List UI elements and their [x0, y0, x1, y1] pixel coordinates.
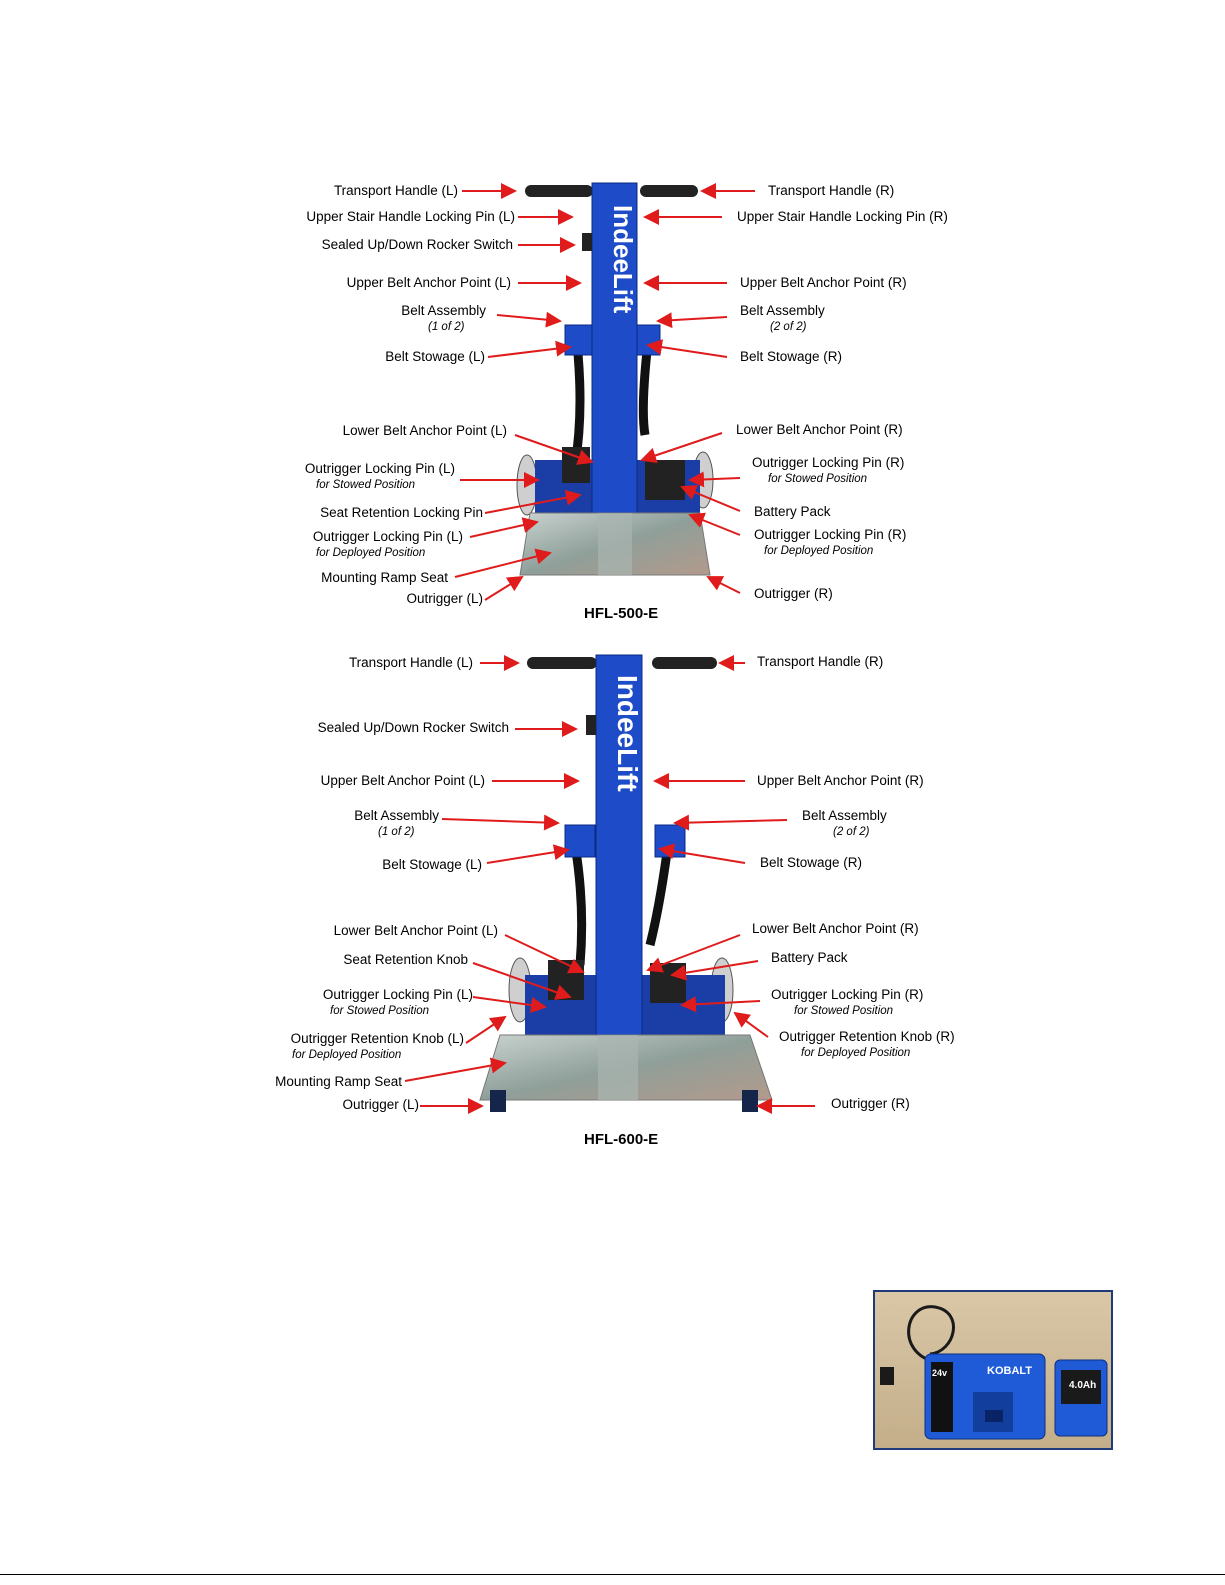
label-outrigger-pin-stowed-r-sub: for Stowed Position: [768, 473, 868, 485]
label-outrigger-pin-deployed-r: Outrigger Locking Pin (R): [754, 527, 907, 542]
plug-icon: [880, 1367, 894, 1385]
label-outrigger-pin-stowed-r-600-sub: for Stowed Position: [794, 1005, 894, 1017]
label-rocker-switch: Sealed Up/Down Rocker Switch: [321, 237, 513, 252]
charger-voltage: 24v: [932, 1368, 948, 1378]
hfl-500-e-illustration: [0, 175, 1225, 635]
hfl-600-e-diagram: [0, 645, 1225, 1150]
label-belt-assembly-l-sub: (1 of 2): [428, 321, 465, 333]
label-outrigger-r: Outrigger (R): [754, 586, 833, 601]
label-mounting-ramp-seat-l: Mounting Ramp Seat: [321, 570, 448, 585]
label-upper-belt-anchor-l: Upper Belt Anchor Point (L): [346, 275, 511, 290]
label-outrigger-pin-stowed-l-sub: for Stowed Position: [316, 479, 416, 491]
label-outrigger-pin-stowed-l: Outrigger Locking Pin (L): [304, 461, 455, 476]
label-upper-stair-pin-l: Upper Stair Handle Locking Pin (L): [306, 209, 515, 224]
label-lower-belt-anchor-l: Lower Belt Anchor Point (L): [342, 423, 507, 438]
label-seat-retention-pin: Seat Retention Locking Pin: [320, 505, 483, 520]
transport-handle-right-600: [652, 657, 717, 669]
label-battery-pack-r: Battery Pack: [754, 504, 831, 519]
label-belt-stowage-l-600: Belt Stowage (L): [382, 857, 482, 872]
label-transport-handle-l: Transport Handle (L): [333, 183, 458, 198]
label-belt-assembly-r-600: Belt Assembly: [802, 808, 887, 823]
label-outrigger-pin-deployed-r-sub: for Deployed Position: [764, 545, 874, 557]
transport-handle-left-600: [527, 657, 597, 669]
label-outrigger-l: Outrigger (L): [406, 591, 483, 606]
brand-text-2: IndeeLift: [612, 675, 643, 792]
label-belt-assembly-r: Belt Assembly: [740, 303, 825, 318]
label-outrigger-pin-stowed-r: Outrigger Locking Pin (R): [752, 455, 905, 470]
charger-brand: KOBALT: [987, 1365, 1033, 1377]
label-outrigger-knob-deployed-r-sub: for Deployed Position: [801, 1047, 911, 1059]
label-outrigger-pin-stowed-r-600: Outrigger Locking Pin (R): [771, 987, 924, 1002]
hfl-500-e-diagram: [0, 175, 1225, 635]
label-outrigger-r-600: Outrigger (R): [831, 1096, 910, 1111]
battery-pack-shape-600: [650, 963, 686, 1003]
label-transport-handle-r: Transport Handle (R): [768, 183, 895, 198]
label-belt-assembly-r-sub: (2 of 2): [770, 321, 807, 333]
label-lower-belt-anchor-l-600: Lower Belt Anchor Point (L): [333, 923, 498, 938]
charger-illustration: [875, 1292, 1111, 1448]
label-upper-belt-anchor-r: Upper Belt Anchor Point (R): [740, 275, 907, 290]
label-belt-assembly-l-600: Belt Assembly: [354, 808, 439, 823]
label-belt-assembly-r-600-sub: (2 of 2): [833, 826, 870, 838]
transport-handle-left: [525, 185, 593, 197]
battery-capacity: 4.0Ah: [1069, 1380, 1097, 1391]
charger-battery-photo: [873, 1290, 1113, 1450]
label-outrigger-knob-deployed-r: Outrigger Retention Knob (R): [779, 1029, 955, 1044]
label-mounting-ramp-seat-600: Mounting Ramp Seat: [275, 1074, 402, 1089]
label-rocker-switch-600: Sealed Up/Down Rocker Switch: [317, 720, 509, 735]
diagram-title-hfl-600-e: HFL-600-E: [584, 1131, 659, 1148]
label-outrigger-pin-deployed-l: Outrigger Locking Pin (L): [312, 529, 463, 544]
hfl-600-e-illustration: [0, 645, 1225, 1150]
label-transport-handle-l-600: Transport Handle (L): [348, 655, 473, 670]
label-lower-belt-anchor-r-600: Lower Belt Anchor Point (R): [752, 921, 919, 936]
label-belt-stowage-r-600: Belt Stowage (R): [760, 855, 863, 870]
label-outrigger-knob-deployed-l-sub: for Deployed Position: [292, 1049, 402, 1061]
label-upper-belt-anchor-r-600: Upper Belt Anchor Point (R): [757, 773, 924, 788]
label-seat-retention-knob: Seat Retention Knob: [343, 952, 468, 967]
label-lower-belt-anchor-r: Lower Belt Anchor Point (R): [736, 422, 903, 437]
brand-text-1: IndeeLift: [608, 205, 638, 314]
label-outrigger-pin-deployed-l-sub: for Deployed Position: [316, 547, 426, 559]
label-outrigger-l-600: Outrigger (L): [342, 1097, 419, 1112]
battery-pack-shape: [645, 460, 685, 500]
transport-handle-right: [640, 185, 698, 197]
label-belt-assembly-l-600-sub: (1 of 2): [378, 826, 415, 838]
label-belt-stowage-r: Belt Stowage (R): [740, 349, 843, 364]
diagram-title-hfl-500-e: HFL-500-E: [584, 605, 659, 622]
label-outrigger-pin-stowed-l-600: Outrigger Locking Pin (L): [322, 987, 473, 1002]
page-bottom-rule: [0, 1574, 1225, 1575]
label-battery-pack-600: Battery Pack: [771, 950, 848, 965]
label-upper-belt-anchor-l-600: Upper Belt Anchor Point (L): [320, 773, 485, 788]
label-belt-stowage-l: Belt Stowage (L): [385, 349, 485, 364]
label-transport-handle-r-600: Transport Handle (R): [757, 654, 884, 669]
label-outrigger-knob-deployed-l: Outrigger Retention Knob (L): [290, 1031, 464, 1046]
label-upper-stair-pin-r: Upper Stair Handle Locking Pin (R): [737, 209, 948, 224]
label-outrigger-pin-stowed-l-600-sub: for Stowed Position: [330, 1005, 430, 1017]
label-belt-assembly-l: Belt Assembly: [401, 303, 486, 318]
